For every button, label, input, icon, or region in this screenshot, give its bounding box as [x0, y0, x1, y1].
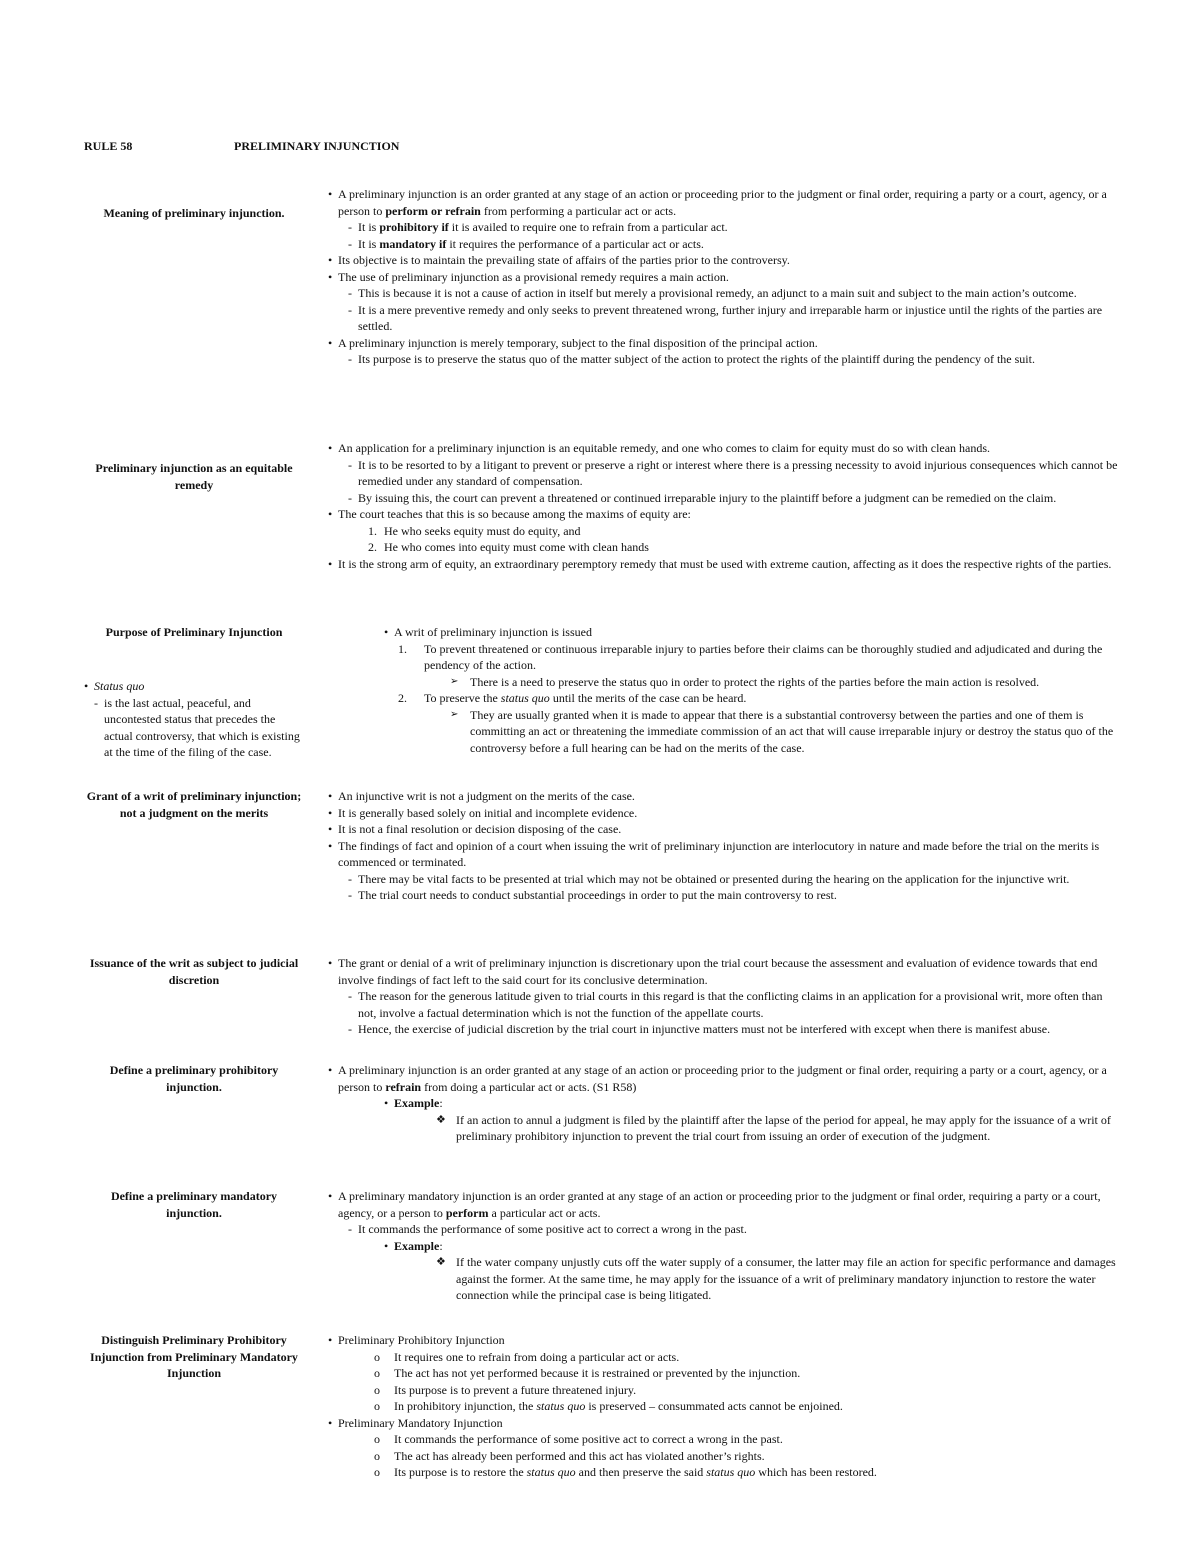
rule-number: RULE 58	[84, 139, 133, 153]
circle-item: o In prohibitory injunction, the status quo is preserved – consummated acts cannot be enjoined.	[328, 1398, 1118, 1415]
sub-bullet: - It is mandatory if it requires the performance of a particular act or acts.	[328, 236, 1118, 253]
bullet: • The use of preliminary injunction as a provisional remedy requires a main action.	[328, 269, 1118, 286]
bullet: • The findings of fact and opinion of a court when issuing the writ of preliminary injunction are interlocutory in nature and made before the trial on the merits is commenced or terminated.	[328, 838, 1118, 871]
bullet: • A preliminary injunction is merely temporary, subject to the final disposition of the principal action.	[328, 335, 1118, 352]
bullet: • An injunctive writ is not a judgment on the merits of the case.	[328, 788, 1118, 805]
section-distinguish	[328, 1332, 1118, 1481]
section-grant	[328, 788, 1118, 904]
bullet: • It is generally based solely on initial and incomplete evidence.	[328, 805, 1118, 822]
status-quo-definition: - is the last actual, peaceful, and uncontested status that precedes the actual controversy, that which is existing at the time of the filing of the case.	[84, 695, 304, 761]
circle-item: o It requires one to refrain from doing a particular act or acts.	[328, 1349, 1118, 1366]
bullet: • A preliminary injunction is an order granted at any stage of an action or proceeding prior to the judgment or final order, requiring a party or a court, agency, or a person to refrain from doing a particular act or acts. (S1 R58)	[328, 1062, 1118, 1095]
sub-bullet: - The reason for the generous latitude given to trial courts in this regard is that the conflicting claims in an application for a provisional writ, more often than not, involve a factual determination which is not the function of the appellate courts.	[328, 988, 1118, 1021]
numbered-item: 1. He who seeks equity must do equity, and	[368, 523, 581, 538]
arrow-item: ➢ There is a need to preserve the status quo in order to protect the rights of the parties before the main action is resolved.	[328, 674, 1118, 691]
section-equitable	[328, 440, 1118, 572]
sub-bullet: - This is because it is not a cause of action in itself but merely a provisional remedy, an adjunct to a main suit and subject to the main action’s outcome.	[328, 285, 1118, 302]
status-quo-note	[84, 678, 304, 761]
section-label-meaning: Meaning of preliminary injunction.	[103, 206, 285, 220]
numbered-item: 1. To prevent threatened or continuous irreparable injury to parties before their claims can be thoroughly studied and adjudicated and during the pendency of the action.	[398, 641, 1103, 672]
bullet: • The grant or denial of a writ of preliminary injunction is discretionary upon the trial court because the assessment and evaluation of evidence towards that end involve findings of fact left to the said court for its conclusive determination.	[328, 955, 1118, 988]
bullet: • A preliminary injunction is an order granted at any stage of an action or proceeding prior to the judgment or final order, requiring a party or a court, agency, or a person to perform or refrain from performing a particular act or acts.	[328, 186, 1118, 219]
bullet: • Its objective is to maintain the prevailing state of affairs of the parties prior to the controversy.	[328, 252, 1118, 269]
section-prohibitory	[328, 1062, 1118, 1145]
bullet: • The court teaches that this is so because among the maxims of equity are:	[328, 506, 1118, 523]
sub-bullet: - It is prohibitory if it is availed to require one to refrain from a particular act.	[328, 219, 1118, 236]
circle-item: o It commands the performance of some positive act to correct a wrong in the past.	[328, 1431, 1118, 1448]
section-mandatory	[328, 1188, 1118, 1304]
sub-bullet: - There may be vital facts to be presented at trial which may not be obtained or presented during the hearing on the application for the injunctive writ.	[328, 871, 1118, 888]
sub-bullet: - By issuing this, the court can prevent a threatened or continued irreparable injury to the plaintiff before a judgment can be remedied on the claim.	[328, 490, 1118, 507]
page-title: PRELIMINARY INJUNCTION	[234, 139, 400, 153]
example-item: ❖ If an action to annul a judgment is filed by the plaintiff after the lapse of the period for appeal, he may apply for the issuance of a writ of preliminary prohibitory injunction to prevent the trial court from issuing an order of execution of the judgment.	[328, 1112, 1118, 1145]
sub-bullet: - Hence, the exercise of judicial discretion by the trial court in injunctive matters must not be interfered with except when there is manifest abuse.	[328, 1021, 1118, 1038]
bullet: • Preliminary Mandatory Injunction	[328, 1415, 1118, 1432]
section-label-equitable: Preliminary injunction as an equitable remedy	[95, 461, 293, 492]
section-label-discretion: Issuance of the writ as subject to judicial discretion	[89, 956, 299, 987]
sub-bullet: - The trial court needs to conduct substantial proceedings in order to put the main controversy to rest.	[328, 887, 1118, 904]
circle-item: o Its purpose is to restore the status quo and then preserve the said status quo which has been restored.	[328, 1464, 1118, 1481]
status-quo-title: • Status quo	[84, 678, 304, 695]
section-label-distinguish: Distinguish Preliminary Prohibitory Injunction from Preliminary Mandatory Injunction	[90, 1333, 298, 1380]
example-item: ❖ If the water company unjustly cuts off the water supply of a consumer, the latter may file an action for specific performance and damages against the former. At the same time, he may apply for the issuance of a writ of preliminary mandatory injunction to restore the water connection while the principal case is being litigated.	[328, 1254, 1118, 1304]
circle-item: o The act has not yet performed because it is restrained or prevented by the injunction.	[328, 1365, 1118, 1382]
example-heading: • Example:	[328, 1238, 1118, 1255]
circle-item: o Its purpose is to prevent a future threatened injury.	[328, 1382, 1118, 1399]
section-label-mandatory: Define a preliminary mandatory injunction.	[110, 1189, 278, 1220]
arrow-item: ➢ They are usually granted when it is made to appear that there is a substantial controversy between the parties and one of them is committing an act or threatening the immediate commission of an act that will cause irreparable injury or destroy the status quo of the controversy before a full hearing can be had on the merits of the case.	[328, 707, 1118, 757]
bullet: • An application for a preliminary injunction is an equitable remedy, and one who comes to claim for equity must do so with clean hands.	[328, 440, 1118, 457]
bullet: • A preliminary mandatory injunction is an order granted at any stage of an action or proceeding prior to the judgment or final order, requiring a party or a court, agency, or a person to perform a particular act or acts.	[328, 1188, 1118, 1221]
section-purpose	[328, 624, 1118, 756]
sub-bullet: - It commands the performance of some positive act to correct a wrong in the past.	[328, 1221, 1118, 1238]
circle-item: o The act has already been performed and this act has violated another’s rights.	[328, 1448, 1118, 1465]
section-label-purpose: Purpose of Preliminary Injunction	[105, 625, 283, 639]
section-label-prohibitory: Define a preliminary prohibitory injunction.	[109, 1063, 279, 1094]
sub-bullet: - It is a mere preventive remedy and only seeks to prevent threatened wrong, further injury and irreparable harm or injustice until the rights of the parties are settled.	[328, 302, 1118, 335]
numbered-item: 2. He who comes into equity must come with clean hands	[368, 540, 649, 554]
sub-bullet: - It is to be resorted to by a litigant to prevent or preserve a right or interest where there is a pressing necessity to avoid injurious consequences which cannot be remedied under any standard of compensation.	[328, 457, 1118, 490]
bullet: • A writ of preliminary injunction is issued	[328, 624, 1118, 641]
section-discretion	[328, 955, 1118, 1038]
section-meaning	[328, 186, 1118, 368]
numbered-item: 2. To preserve the status quo until the merits of the case can be heard.	[398, 691, 747, 705]
bullet: • It is not a final resolution or decision disposing of the case.	[328, 821, 1118, 838]
sub-bullet: - Its purpose is to preserve the status quo of the matter subject of the action to protect the rights of the plaintiff during the pendency of the suit.	[328, 351, 1118, 368]
bullet: • It is the strong arm of equity, an extraordinary peremptory remedy that must be used with extreme caution, affecting as it does the respective rights of the parties.	[328, 556, 1118, 573]
bullet: • Preliminary Prohibitory Injunction	[328, 1332, 1118, 1349]
example-heading: • Example:	[328, 1095, 1118, 1112]
section-label-grant: Grant of a writ of preliminary injunction; not a judgment on the merits	[86, 789, 302, 820]
